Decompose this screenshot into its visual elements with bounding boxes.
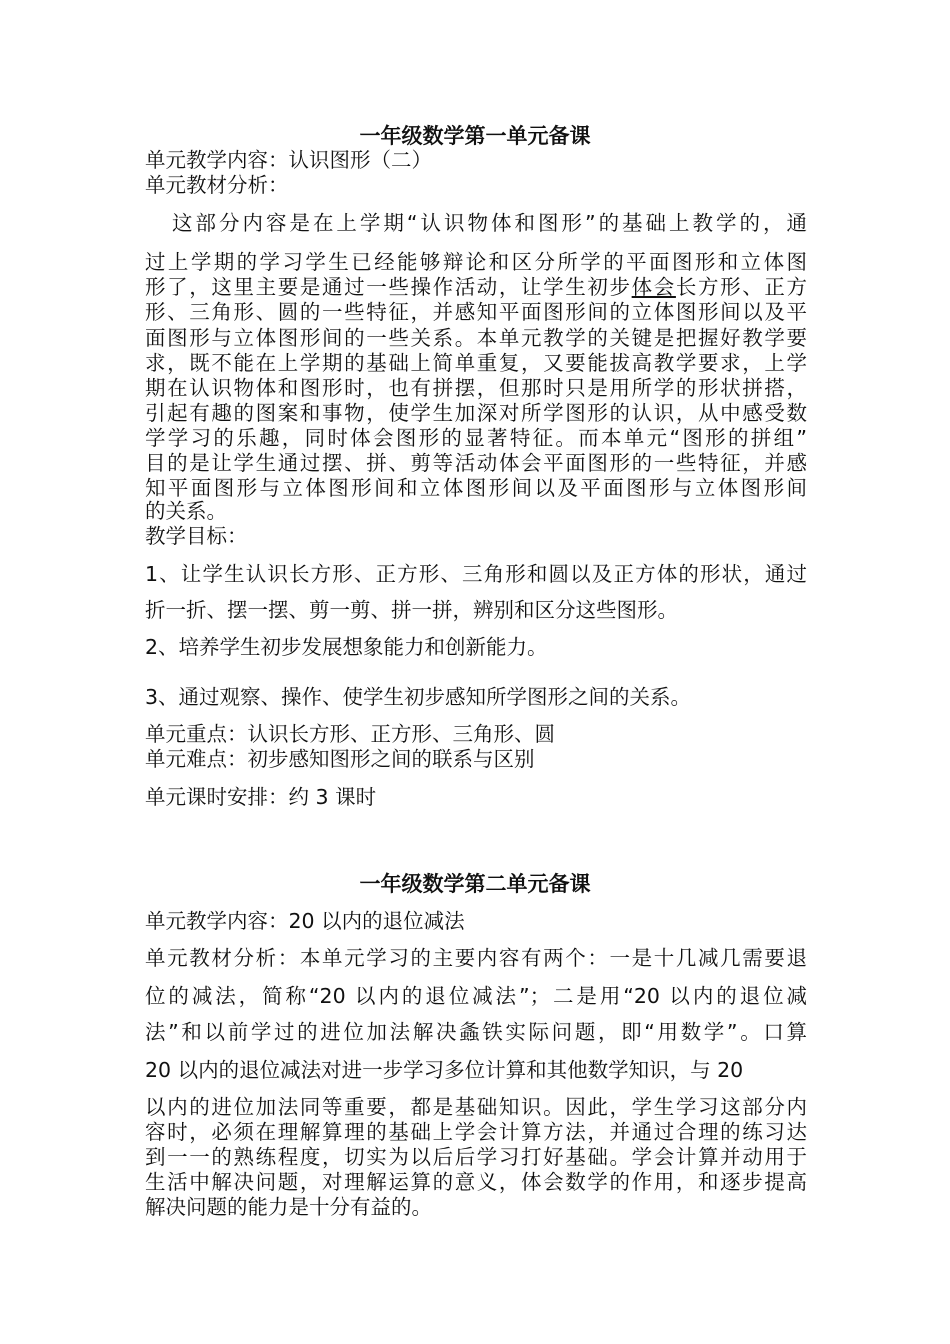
unit1-title: 一年级数学第一单元备课 [359,124,591,148]
unit2-content: 单元教学内容：20 以内的退位减法 [145,909,465,933]
analysis-line: 到一一的熟练程度，切实为以后后学习打好基础。学会计算并动用于 [145,1145,807,1169]
analysis-line: 知平面图形与立体图形间和立体图形间以及平面图形与立体图形间 [145,476,807,500]
analysis-line: 容时，必须在理解算理的基础上学会计算方法，并通过合理的练习达 [145,1120,807,1144]
analysis-line: 生活中解决问题，对理解运算的意义，体会数学的作用，和逐步提高 [145,1170,807,1194]
underlined-text: 体会 [631,275,676,299]
unit2-title: 一年级数学第二单元备课 [359,872,591,896]
analysis-line [145,274,807,300]
analysis-line: 目的是让学生通过摆、拼、剪等活动体会平面图形的一些特征，并感 [145,451,807,475]
analysis-line: 学学习的乐趣，同时体会图形的显著特征。而本单元“图形的拼组” [145,426,807,450]
analysis-line: 引起有趣的图案和事物，使学生加深对所学图形的认识，从中感受数 [145,401,807,425]
analysis-line: 形、三角形、圆的一些特征，并感知平面图形间的立体图形间以及平 [145,300,807,324]
analysis-line: 求，既不能在上学期的基础上简单重复，又要能拔高教学要求，上学 [145,351,807,375]
goal-item: 1、让学生认识长方形、正方形、三角形和圆以及正方体的形状，通过 [145,562,807,586]
analysis-line: 20 以内的退位减法对进一步学习多位计算和其他数学知识，与 20 [145,1058,744,1082]
analysis-line: 的关系。 [145,499,227,523]
analysis-line: 位的减法，简称“20 以内的退位减法”；二是用“20 以内的退位减 [145,984,807,1008]
analysis-line: 以内的进位加法同等重要，都是基础知识。因此，学生学习这部分内 [145,1095,807,1119]
goals-label: 教学目标： [145,524,248,548]
unit1-analysis-label: 单元教材分析： [145,173,289,197]
unit1-content: 单元教学内容：认识图形（二） [145,148,432,172]
analysis-line: 面图形与立体图形间的一些关系。本单元教学的关键是把握好教学要 [145,326,807,350]
goal-item: 2、培养学生初步发展想象能力和创新能力。 [145,635,548,659]
analysis-line: 期在认识物体和图形时，也有拼摆，但那时只是用所学的形状拼搭， [145,376,807,400]
goal-item: 3、通过观察、操作、使学生初步感知所学图形之间的关系。 [145,685,692,709]
schedule: 单元课时安排：约 3 课时 [145,785,377,809]
goal-item: 折一折、摆一摆、剪一剪、拼一拼，辨别和区分这些图形。 [145,598,678,622]
analysis-line: 解决问题的能力是十分有益的。 [145,1195,432,1219]
analysis-text: 长方形、正方 [675,275,808,299]
difficulties: 单元难点：初步感知图形之间的联系与区别 [145,747,535,771]
analysis-line: 这部分内容是在上学期“认识物体和图形”的基础上教学的，通 [172,211,807,235]
analysis-line: 过上学期的学习学生已经能够辩论和区分所学的平面图形和立体图 [145,250,807,274]
analysis-text: 形了，这里主要是通过一些操作活动，让学生初步 [145,275,632,299]
key-points: 单元重点：认识长方形、正方形、三角形、圆 [145,722,555,746]
analysis-line: 单元教材分析：本单元学习的主要内容有两个：一是十几减几需要退 [145,946,807,970]
analysis-line: 法”和以前学过的进位加法解决螽铁实际问题，即“用数学”。口算 [145,1020,807,1044]
